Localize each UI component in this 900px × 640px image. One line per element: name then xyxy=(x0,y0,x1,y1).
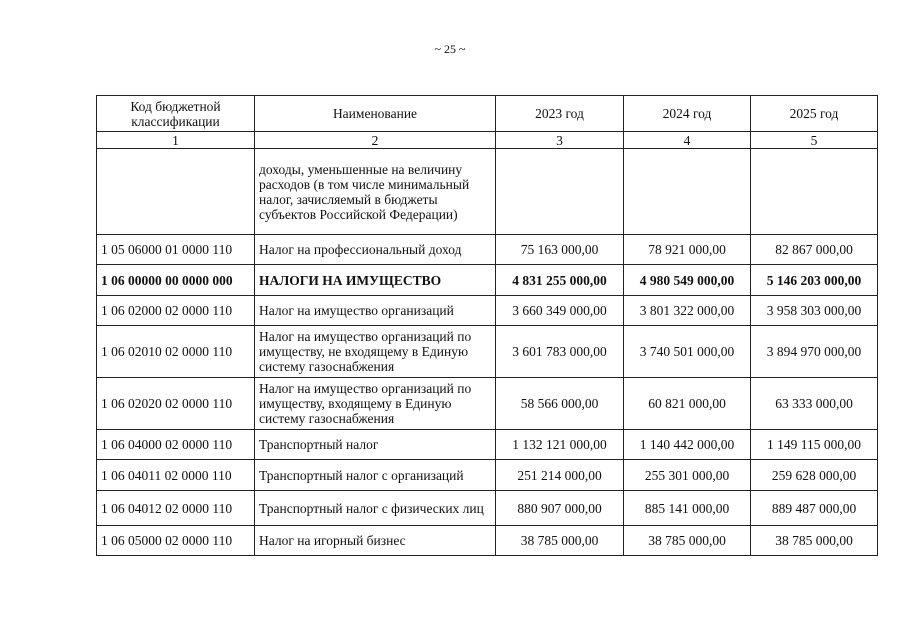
row-name: НАЛОГИ НА ИМУЩЕСТВО xyxy=(255,265,496,296)
row-value-2024: 1 140 442 000,00 xyxy=(624,430,751,460)
row-value-2023: 58 566 000,00 xyxy=(496,378,624,430)
table-row xyxy=(97,326,878,378)
row-value-2023: 4 831 255 000,00 xyxy=(496,265,624,296)
row-value-2023: 251 214 000,00 xyxy=(496,460,624,491)
column-number-5: 5 xyxy=(751,132,878,149)
row-value-2025: 3 958 303 000,00 xyxy=(751,296,878,326)
header-2023: 2023 год xyxy=(496,96,624,132)
table-row xyxy=(97,265,878,296)
row-name: Налог на имущество организаций по имуществу, не входящему в Единую систему газоснабжения xyxy=(255,326,496,378)
column-number-2: 2 xyxy=(255,132,496,149)
row-code: 1 06 05000 02 0000 110 xyxy=(97,526,255,556)
row-value-2024: 78 921 000,00 xyxy=(624,235,751,265)
row-code: 1 06 04000 02 0000 110 xyxy=(97,430,255,460)
row-code: 1 06 04012 02 0000 110 xyxy=(97,491,255,526)
row-name: Налог на имущество организаций xyxy=(255,296,496,326)
row-value-2024: 38 785 000,00 xyxy=(624,526,751,556)
row-value-2025: 3 894 970 000,00 xyxy=(751,326,878,378)
column-number-4: 4 xyxy=(624,132,751,149)
row-value-2024: 60 821 000,00 xyxy=(624,378,751,430)
row-value-2023: 38 785 000,00 xyxy=(496,526,624,556)
table-row xyxy=(97,430,878,460)
continuation-text: доходы, уменьшенные на величину расходов (в том числе минимальный налог, зачисляемый в бюджеты субъектов Российской Федерации) xyxy=(255,149,496,235)
row-name: Транспортный налог с организаций xyxy=(255,460,496,491)
header-code: Код бюджетной классификации xyxy=(97,96,255,132)
header-name: Наименование xyxy=(255,96,496,132)
continuation-row xyxy=(97,149,878,235)
row-value-2024: 255 301 000,00 xyxy=(624,460,751,491)
row-value-2024: 4 980 549 000,00 xyxy=(624,265,751,296)
table-row xyxy=(97,235,878,265)
row-code: 1 05 06000 01 0000 110 xyxy=(97,235,255,265)
row-value-2025: 889 487 000,00 xyxy=(751,491,878,526)
header-2024: 2024 год xyxy=(624,96,751,132)
row-name: Налог на имущество организаций по имуществу, входящему в Единую систему газоснабжения xyxy=(255,378,496,430)
column-number-1: 1 xyxy=(97,132,255,149)
row-value-2025: 259 628 000,00 xyxy=(751,460,878,491)
row-value-2025: 63 333 000,00 xyxy=(751,378,878,430)
row-value-2023: 3 660 349 000,00 xyxy=(496,296,624,326)
table-row xyxy=(97,491,878,526)
table-row xyxy=(97,526,878,556)
row-name: Налог на игорный бизнес xyxy=(255,526,496,556)
row-value-2025: 5 146 203 000,00 xyxy=(751,265,878,296)
row-code: 1 06 02020 02 0000 110 xyxy=(97,378,255,430)
table-header-row xyxy=(97,96,878,132)
column-number-row xyxy=(97,132,878,149)
row-code: 1 06 02000 02 0000 110 xyxy=(97,296,255,326)
header-2025: 2025 год xyxy=(751,96,878,132)
row-code: 1 06 00000 00 0000 000 xyxy=(97,265,255,296)
table-row xyxy=(97,460,878,491)
row-value-2024: 3 740 501 000,00 xyxy=(624,326,751,378)
table-row xyxy=(97,296,878,326)
row-code: 1 06 02010 02 0000 110 xyxy=(97,326,255,378)
row-value-2023: 1 132 121 000,00 xyxy=(496,430,624,460)
row-value-2023: 3 601 783 000,00 xyxy=(496,326,624,378)
row-value-2023: 75 163 000,00 xyxy=(496,235,624,265)
row-name: Транспортный налог xyxy=(255,430,496,460)
budget-revenue-table xyxy=(96,95,878,556)
row-value-2025: 82 867 000,00 xyxy=(751,235,878,265)
row-value-2023: 880 907 000,00 xyxy=(496,491,624,526)
row-value-2024: 885 141 000,00 xyxy=(624,491,751,526)
column-number-3: 3 xyxy=(496,132,624,149)
table-row xyxy=(97,378,878,430)
page-number: ~ 25 ~ xyxy=(434,42,466,56)
row-value-2025: 1 149 115 000,00 xyxy=(751,430,878,460)
row-value-2025: 38 785 000,00 xyxy=(751,526,878,556)
row-code: 1 06 04011 02 0000 110 xyxy=(97,460,255,491)
row-name: Транспортный налог с физических лиц xyxy=(255,491,496,526)
row-value-2024: 3 801 322 000,00 xyxy=(624,296,751,326)
row-name: Налог на профессиональный доход xyxy=(255,235,496,265)
